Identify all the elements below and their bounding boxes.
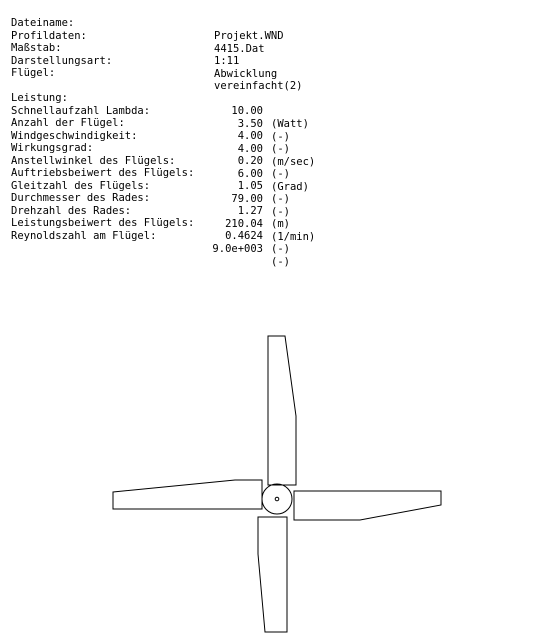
parameter-value: 1.27 [237,205,263,217]
header-value: 1:11 [214,55,240,67]
parameter-value: 0.20 [237,155,263,167]
parameter-value: 3.50 [237,117,263,130]
parameter-unit: (m/sec) [271,155,316,168]
blade-top [268,336,296,485]
parameter-value: 4.00 [237,142,263,155]
header-value: Projekt.WND [214,30,284,42]
parameter-value: 0.4624 [225,230,263,242]
parameter-value: 79.00 [231,192,263,205]
parameter-label: Schnellaufzahl Lambda: [11,104,151,117]
parameter-label: Durchmesser des Rades: [11,192,151,204]
parameter-value: 10.00 [231,105,263,117]
header-label: Darstellungsart: [11,54,113,67]
header-label: Profildaten: [11,29,87,42]
parameter-value: 4.00 [237,130,263,142]
blade-left [113,480,262,509]
parameter-unit: (Watt) [271,118,309,130]
blade-right [294,491,441,520]
parameter-unit: (-) [271,193,290,205]
parameter-unit: (m) [271,218,290,230]
parameter-label: Gleitzahl des Flügels: [11,179,151,192]
parameter-value: 9.0e+003 [212,242,263,255]
parameter-label: Auftriebsbeiwert des Flügels: [11,167,195,179]
header-label: Flügel: [11,67,56,79]
parameter-label: Anzahl der Flügel: [11,117,125,129]
parameter-label: Anstellwinkel des Flügels: [11,154,176,167]
parameter-unit: (-) [271,143,290,155]
blade-bottom [258,517,287,632]
parameter-value: 6.00 [237,167,263,180]
parameter-label: Leistungsbeiwert des Flügels: [11,217,195,229]
parameter-unit: (Grad) [271,180,309,193]
parameter-unit: (1/min) [271,230,316,243]
hub-circle [262,484,292,514]
parameter-label: Leistung: [11,92,68,104]
header-label: Maßstab: [11,42,62,54]
parameter-value: 1.05 [237,180,263,192]
header-label: Dateiname: [11,17,75,29]
parameter-label: Windgeschwindigkeit: [11,129,138,142]
parameter-unit: (-) [271,243,290,255]
parameter-unit: (-) [271,205,290,218]
parameter-unit: (-) [271,255,290,268]
parameter-label: Reynoldszahl am Flügel: [11,229,157,242]
parameter-unit: (-) [271,130,290,143]
parameter-label: Wirkungsgrad: [11,142,94,154]
parameter-value: 210.04 [225,217,263,230]
parameter-label: Drehzahl des Rades: [11,204,132,217]
header-value: 4415.Dat [214,42,265,55]
header-value: Abwicklung [214,67,278,80]
hub-center [275,497,279,501]
header-value: vereinfacht(2) [214,80,303,92]
parameter-unit: (-) [271,168,290,180]
